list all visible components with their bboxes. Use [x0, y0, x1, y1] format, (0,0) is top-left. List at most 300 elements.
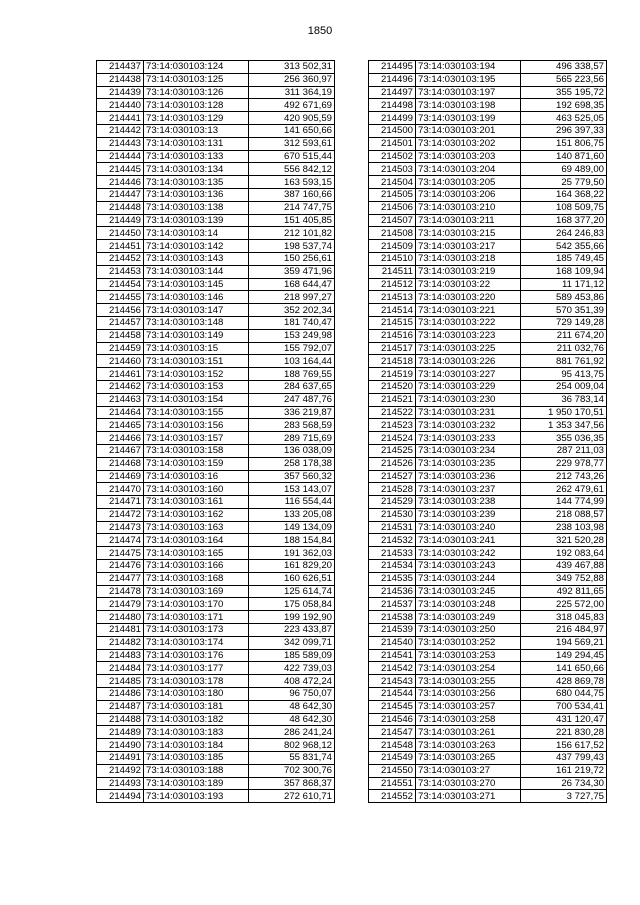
row-number-cell: 214480 [97, 611, 144, 624]
value-cell: 313 502,31 [249, 61, 335, 74]
table-row [97, 764, 335, 777]
table-row [97, 585, 335, 598]
cadastral-number-cell: 73:14:030103:162 [144, 508, 249, 521]
table-row [97, 611, 335, 624]
table-row [369, 790, 607, 803]
table-row [97, 380, 335, 393]
cadastral-number-cell: 73:14:030103:149 [144, 329, 249, 342]
value-cell: 492 811,65 [521, 585, 607, 598]
row-number-cell: 214443 [97, 137, 144, 150]
table-row [97, 649, 335, 662]
cadastral-number-cell: 73:14:030103:244 [416, 572, 521, 585]
row-number-cell: 214469 [97, 470, 144, 483]
value-cell: 168 377,20 [521, 214, 607, 227]
value-cell: 11 171,12 [521, 278, 607, 291]
table-row [369, 61, 607, 74]
row-number-cell: 214548 [369, 739, 416, 752]
table-row [369, 86, 607, 99]
cadastral-number-cell: 73:14:030103:254 [416, 662, 521, 675]
row-number-cell: 214522 [369, 406, 416, 419]
value-cell: 133 205,08 [249, 508, 335, 521]
row-number-cell: 214536 [369, 585, 416, 598]
value-cell: 258 178,38 [249, 457, 335, 470]
row-number-cell: 214532 [369, 534, 416, 547]
cadastral-number-cell: 73:14:030103:197 [416, 86, 521, 99]
row-number-cell: 214512 [369, 278, 416, 291]
value-cell: 140 871,60 [521, 150, 607, 163]
cadastral-number-cell: 73:14:030103:226 [416, 355, 521, 368]
table-row [369, 547, 607, 560]
value-cell: 437 799,43 [521, 752, 607, 765]
value-cell: 729 149,28 [521, 316, 607, 329]
table-row [97, 790, 335, 803]
table-row [97, 624, 335, 637]
table-body [369, 61, 607, 803]
row-number-cell: 214467 [97, 444, 144, 457]
value-cell: 161 829,20 [249, 560, 335, 573]
value-cell: 408 472,24 [249, 675, 335, 688]
value-cell: 168 109,94 [521, 265, 607, 278]
cadastral-number-cell: 73:14:030103:241 [416, 534, 521, 547]
row-number-cell: 214543 [369, 675, 416, 688]
table-row [369, 201, 607, 214]
value-cell: 188 154,84 [249, 534, 335, 547]
cadastral-number-cell: 73:14:030103:131 [144, 137, 249, 150]
row-number-cell: 214485 [97, 675, 144, 688]
row-number-cell: 214471 [97, 496, 144, 509]
value-cell: 192 698,35 [521, 99, 607, 112]
value-cell: 311 364,19 [249, 86, 335, 99]
cadastral-number-cell: 73:14:030103:236 [416, 470, 521, 483]
row-number-cell: 214473 [97, 521, 144, 534]
row-number-cell: 214481 [97, 624, 144, 637]
table-row [369, 636, 607, 649]
value-cell: 355 195,72 [521, 86, 607, 99]
cadastral-number-cell: 73:14:030103:129 [144, 112, 249, 125]
table-row [369, 240, 607, 253]
cadastral-number-cell: 73:14:030103:13 [144, 124, 249, 137]
cadastral-number-cell: 73:14:030103:194 [416, 61, 521, 74]
row-number-cell: 214503 [369, 163, 416, 176]
table-row [369, 508, 607, 521]
row-number-cell: 214472 [97, 508, 144, 521]
data-table-right [368, 60, 607, 803]
row-number-cell: 214525 [369, 444, 416, 457]
cadastral-number-cell: 73:14:030103:261 [416, 726, 521, 739]
table-row [97, 252, 335, 265]
row-number-cell: 214535 [369, 572, 416, 585]
table-row [369, 342, 607, 355]
cadastral-number-cell: 73:14:030103:223 [416, 329, 521, 342]
value-cell: 36 783,14 [521, 393, 607, 406]
cadastral-number-cell: 73:14:030103:27 [416, 764, 521, 777]
table-row [369, 329, 607, 342]
table-row [369, 444, 607, 457]
value-cell: 359 471,96 [249, 265, 335, 278]
value-cell: 570 351,39 [521, 304, 607, 317]
table-row [369, 188, 607, 201]
table-row [369, 598, 607, 611]
value-cell: 116 554,44 [249, 496, 335, 509]
row-number-cell: 214504 [369, 176, 416, 189]
row-number-cell: 214496 [369, 73, 416, 86]
cadastral-number-cell: 73:14:030103:170 [144, 598, 249, 611]
cadastral-number-cell: 73:14:030103:173 [144, 624, 249, 637]
cadastral-number-cell: 73:14:030103:14 [144, 227, 249, 240]
cadastral-number-cell: 73:14:030103:230 [416, 393, 521, 406]
table-row [369, 470, 607, 483]
value-cell: 185 749,45 [521, 252, 607, 265]
value-cell: 218 997,27 [249, 291, 335, 304]
table-row [369, 419, 607, 432]
table-row [97, 598, 335, 611]
cadastral-number-cell: 73:14:030103:165 [144, 547, 249, 560]
row-number-cell: 214477 [97, 572, 144, 585]
value-cell: 881 761,92 [521, 355, 607, 368]
cadastral-number-cell: 73:14:030103:161 [144, 496, 249, 509]
value-cell: 336 219,87 [249, 406, 335, 419]
value-cell: 160 626,51 [249, 572, 335, 585]
cadastral-number-cell: 73:14:030103:155 [144, 406, 249, 419]
table-row [97, 291, 335, 304]
row-number-cell: 214550 [369, 764, 416, 777]
cadastral-number-cell: 73:14:030103:138 [144, 201, 249, 214]
row-number-cell: 214462 [97, 380, 144, 393]
row-number-cell: 214538 [369, 611, 416, 624]
table-row [369, 304, 607, 317]
value-cell: 264 246,83 [521, 227, 607, 240]
table-row [369, 777, 607, 790]
row-number-cell: 214510 [369, 252, 416, 265]
table-row [97, 508, 335, 521]
row-number-cell: 214448 [97, 201, 144, 214]
row-number-cell: 214520 [369, 380, 416, 393]
row-number-cell: 214452 [97, 252, 144, 265]
table-row [97, 675, 335, 688]
table-row [369, 137, 607, 150]
value-cell: 55 831,74 [249, 752, 335, 765]
cadastral-number-cell: 73:14:030103:124 [144, 61, 249, 74]
row-number-cell: 214505 [369, 188, 416, 201]
row-number-cell: 214457 [97, 316, 144, 329]
table-row [97, 201, 335, 214]
table-row [97, 188, 335, 201]
cadastral-number-cell: 73:14:030103:227 [416, 368, 521, 381]
table-row [97, 726, 335, 739]
cadastral-number-cell: 73:14:030103:146 [144, 291, 249, 304]
row-number-cell: 214488 [97, 713, 144, 726]
row-number-cell: 214468 [97, 457, 144, 470]
row-number-cell: 214450 [97, 227, 144, 240]
row-number-cell: 214515 [369, 316, 416, 329]
table-row [97, 636, 335, 649]
row-number-cell: 214441 [97, 112, 144, 125]
value-cell: 431 120,47 [521, 713, 607, 726]
data-table-left [96, 60, 335, 803]
row-number-cell: 214466 [97, 432, 144, 445]
value-cell: 428 869,78 [521, 675, 607, 688]
table-row [97, 73, 335, 86]
row-number-cell: 214539 [369, 624, 416, 637]
value-cell: 218 088,57 [521, 508, 607, 521]
value-cell: 680 044,75 [521, 688, 607, 701]
table-row [97, 444, 335, 457]
table-row [97, 713, 335, 726]
cadastral-number-cell: 73:14:030103:139 [144, 214, 249, 227]
value-cell: 700 534,41 [521, 700, 607, 713]
cadastral-number-cell: 73:14:030103:143 [144, 252, 249, 265]
table-row [97, 572, 335, 585]
table-row [369, 649, 607, 662]
cadastral-number-cell: 73:14:030103:128 [144, 99, 249, 112]
row-number-cell: 214523 [369, 419, 416, 432]
cadastral-number-cell: 73:14:030103:255 [416, 675, 521, 688]
cadastral-number-cell: 73:14:030103:181 [144, 700, 249, 713]
cadastral-number-cell: 73:14:030103:185 [144, 752, 249, 765]
row-number-cell: 214447 [97, 188, 144, 201]
table-row [369, 688, 607, 701]
value-cell: 422 739,03 [249, 662, 335, 675]
value-cell: 25 779,50 [521, 176, 607, 189]
table-row [369, 496, 607, 509]
row-number-cell: 214544 [369, 688, 416, 701]
table-row [97, 419, 335, 432]
row-number-cell: 214513 [369, 291, 416, 304]
value-cell: 26 734,30 [521, 777, 607, 790]
cadastral-number-cell: 73:14:030103:195 [416, 73, 521, 86]
value-cell: 342 099,71 [249, 636, 335, 649]
value-cell: 199 192,90 [249, 611, 335, 624]
row-number-cell: 214497 [369, 86, 416, 99]
cadastral-number-cell: 73:14:030103:240 [416, 521, 521, 534]
value-cell: 254 009,04 [521, 380, 607, 393]
table-row [97, 278, 335, 291]
cadastral-number-cell: 73:14:030103:184 [144, 739, 249, 752]
cadastral-number-cell: 73:14:030103:243 [416, 560, 521, 573]
value-cell: 48 642,30 [249, 700, 335, 713]
value-cell: 225 572,00 [521, 598, 607, 611]
table-row [369, 624, 607, 637]
value-cell: 349 752,88 [521, 572, 607, 585]
cadastral-number-cell: 73:14:030103:142 [144, 240, 249, 253]
row-number-cell: 214446 [97, 176, 144, 189]
row-number-cell: 214518 [369, 355, 416, 368]
cadastral-number-cell: 73:14:030103:203 [416, 150, 521, 163]
table-row [97, 777, 335, 790]
value-cell: 96 750,07 [249, 688, 335, 701]
table-row [369, 739, 607, 752]
row-number-cell: 214524 [369, 432, 416, 445]
value-cell: 492 671,69 [249, 99, 335, 112]
row-number-cell: 214506 [369, 201, 416, 214]
table-row [97, 342, 335, 355]
value-cell: 312 593,61 [249, 137, 335, 150]
value-cell: 229 978,77 [521, 457, 607, 470]
row-number-cell: 214453 [97, 265, 144, 278]
value-cell: 262 479,61 [521, 483, 607, 496]
cadastral-number-cell: 73:14:030103:154 [144, 393, 249, 406]
row-number-cell: 214501 [369, 137, 416, 150]
value-cell: 221 830,28 [521, 726, 607, 739]
cadastral-number-cell: 73:14:030103:219 [416, 265, 521, 278]
cadastral-number-cell: 73:14:030103:151 [144, 355, 249, 368]
row-number-cell: 214439 [97, 86, 144, 99]
row-number-cell: 214474 [97, 534, 144, 547]
table-row [97, 265, 335, 278]
row-number-cell: 214541 [369, 649, 416, 662]
value-cell: 214 747,75 [249, 201, 335, 214]
value-cell: 284 637,65 [249, 380, 335, 393]
cadastral-number-cell: 73:14:030103:231 [416, 406, 521, 419]
cadastral-number-cell: 73:14:030103:225 [416, 342, 521, 355]
value-cell: 48 642,30 [249, 713, 335, 726]
cadastral-number-cell: 73:14:030103:159 [144, 457, 249, 470]
cadastral-number-cell: 73:14:030103:210 [416, 201, 521, 214]
cadastral-number-cell: 73:14:030103:147 [144, 304, 249, 317]
row-number-cell: 214507 [369, 214, 416, 227]
table-row [97, 457, 335, 470]
row-number-cell: 214545 [369, 700, 416, 713]
row-number-cell: 214526 [369, 457, 416, 470]
table-row [369, 124, 607, 137]
cadastral-number-cell: 73:14:030103:189 [144, 777, 249, 790]
row-number-cell: 214489 [97, 726, 144, 739]
row-number-cell: 214475 [97, 547, 144, 560]
table-row [369, 483, 607, 496]
value-cell: 69 489,00 [521, 163, 607, 176]
value-cell: 542 355,66 [521, 240, 607, 253]
row-number-cell: 214530 [369, 508, 416, 521]
table-row [97, 406, 335, 419]
value-cell: 155 792,07 [249, 342, 335, 355]
value-cell: 188 769,55 [249, 368, 335, 381]
cadastral-number-cell: 73:14:030103:157 [144, 432, 249, 445]
table-row [369, 675, 607, 688]
row-number-cell: 214533 [369, 547, 416, 560]
table-row [369, 611, 607, 624]
table-row [369, 73, 607, 86]
value-cell: 355 036,35 [521, 432, 607, 445]
table-row [369, 380, 607, 393]
table-row [369, 368, 607, 381]
cadastral-number-cell: 73:14:030103:263 [416, 739, 521, 752]
row-number-cell: 214499 [369, 112, 416, 125]
cadastral-number-cell: 73:14:030103:164 [144, 534, 249, 547]
cadastral-number-cell: 73:14:030103:125 [144, 73, 249, 86]
cadastral-number-cell: 73:14:030103:222 [416, 316, 521, 329]
value-cell: 141 650,66 [249, 124, 335, 137]
cadastral-number-cell: 73:14:030103:252 [416, 636, 521, 649]
cadastral-number-cell: 73:14:030103:156 [144, 419, 249, 432]
cadastral-number-cell: 73:14:030103:215 [416, 227, 521, 240]
cadastral-number-cell: 73:14:030103:232 [416, 419, 521, 432]
table-row [97, 393, 335, 406]
value-cell: 153 249,98 [249, 329, 335, 342]
table-row [97, 304, 335, 317]
value-cell: 212 101,82 [249, 227, 335, 240]
row-number-cell: 214540 [369, 636, 416, 649]
table-row [97, 521, 335, 534]
row-number-cell: 214490 [97, 739, 144, 752]
row-number-cell: 214444 [97, 150, 144, 163]
table-row [97, 61, 335, 74]
cadastral-number-cell: 73:14:030103:265 [416, 752, 521, 765]
value-cell: 702 300,76 [249, 764, 335, 777]
cadastral-number-cell: 73:14:030103:242 [416, 547, 521, 560]
table-row [369, 316, 607, 329]
cadastral-number-cell: 73:14:030103:171 [144, 611, 249, 624]
value-cell: 198 537,74 [249, 240, 335, 253]
row-number-cell: 214521 [369, 393, 416, 406]
row-number-cell: 214458 [97, 329, 144, 342]
row-number-cell: 214442 [97, 124, 144, 137]
table-row [97, 329, 335, 342]
table-row [369, 393, 607, 406]
value-cell: 357 868,37 [249, 777, 335, 790]
value-cell: 496 338,57 [521, 61, 607, 74]
value-cell: 296 397,33 [521, 124, 607, 137]
table-row [97, 240, 335, 253]
value-cell: 289 715,69 [249, 432, 335, 445]
table-body [97, 61, 335, 803]
cadastral-number-cell: 73:14:030103:136 [144, 188, 249, 201]
value-cell: 352 202,34 [249, 304, 335, 317]
value-cell: 387 160,66 [249, 188, 335, 201]
table-row [369, 752, 607, 765]
row-number-cell: 214528 [369, 483, 416, 496]
table-row [97, 534, 335, 547]
cadastral-number-cell: 73:14:030103:237 [416, 483, 521, 496]
table-row [97, 368, 335, 381]
cadastral-number-cell: 73:14:030103:148 [144, 316, 249, 329]
value-cell: 103 164,44 [249, 355, 335, 368]
value-cell: 670 515,44 [249, 150, 335, 163]
cadastral-number-cell: 73:14:030103:258 [416, 713, 521, 726]
row-number-cell: 214511 [369, 265, 416, 278]
value-cell: 463 525,05 [521, 112, 607, 125]
table-row [97, 86, 335, 99]
cadastral-number-cell: 73:14:030103:270 [416, 777, 521, 790]
row-number-cell: 214437 [97, 61, 144, 74]
cadastral-number-cell: 73:14:030103:204 [416, 163, 521, 176]
value-cell: 283 568,59 [249, 419, 335, 432]
value-cell: 321 520,28 [521, 534, 607, 547]
table-row [369, 291, 607, 304]
row-number-cell: 214502 [369, 150, 416, 163]
value-cell: 163 593,15 [249, 176, 335, 189]
table-row [97, 150, 335, 163]
row-number-cell: 214527 [369, 470, 416, 483]
value-cell: 136 038,09 [249, 444, 335, 457]
cadastral-number-cell: 73:14:030103:248 [416, 598, 521, 611]
row-number-cell: 214537 [369, 598, 416, 611]
cadastral-number-cell: 73:14:030103:182 [144, 713, 249, 726]
row-number-cell: 214459 [97, 342, 144, 355]
row-number-cell: 214486 [97, 688, 144, 701]
row-number-cell: 214495 [369, 61, 416, 74]
row-number-cell: 214487 [97, 700, 144, 713]
cadastral-number-cell: 73:14:030103:229 [416, 380, 521, 393]
row-number-cell: 214492 [97, 764, 144, 777]
row-number-cell: 214534 [369, 560, 416, 573]
table-row [97, 99, 335, 112]
value-cell: 164 368,22 [521, 188, 607, 201]
table-row [369, 432, 607, 445]
row-number-cell: 214449 [97, 214, 144, 227]
row-number-cell: 214482 [97, 636, 144, 649]
row-number-cell: 214460 [97, 355, 144, 368]
table-row [97, 432, 335, 445]
